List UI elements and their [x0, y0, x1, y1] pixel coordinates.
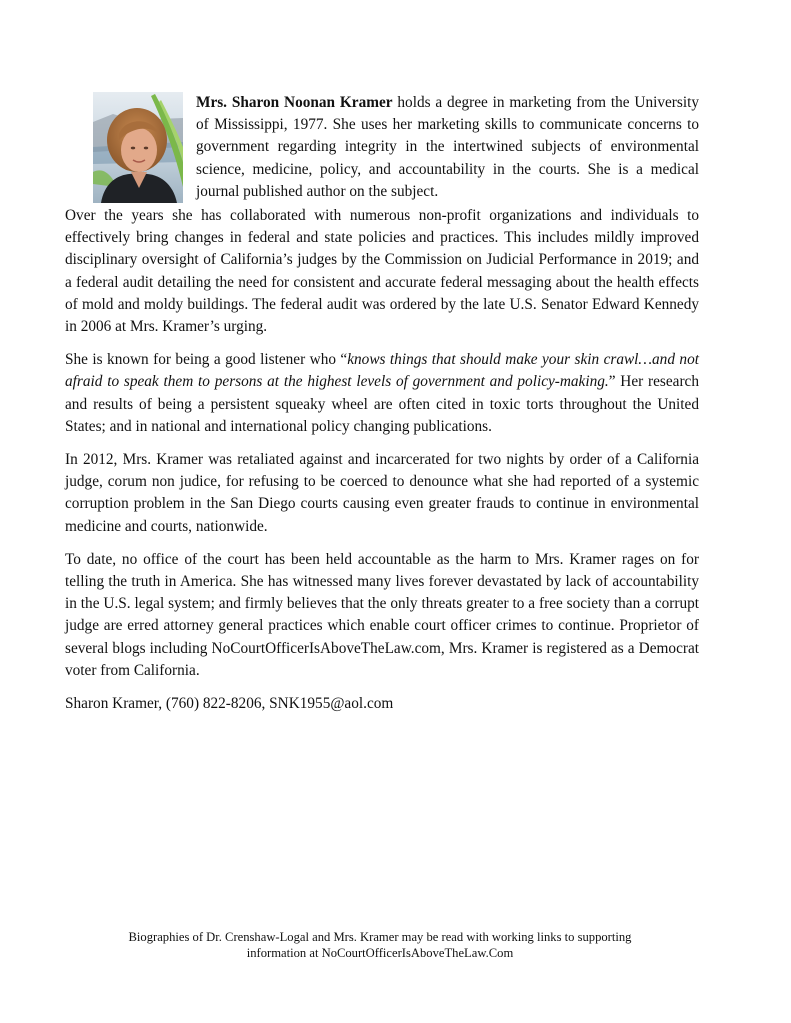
intro-text: holds a degree in marketing from the University of Mississippi, 1977. She uses her marketing skills to communicate concerns to government regarding integrity in the intertwined subjects of environmental science, medicine, policy, and accountability in the courts. She is a medical journal published author on the subject. [196, 94, 699, 200]
contact-line: Sharon Kramer, (760) 822-8206, SNK1955@aol.com [65, 695, 394, 713]
footer-line-2: information at NoCourtOfficerIsAboveTheLaw.Com [246, 946, 514, 960]
paragraph-collaboration: Over the years she has collaborated with numerous non-profit organizations and individuals to effectively bring changes in federal and state policies and practices. This includes mildly improved disciplinary oversight of California’s judges by the Commission on Judicial Performance in 2019; and a federal audit detailing the need for consistent and accurate federal messaging about the health effects of mold and moldy buildings. The federal audit was ordered by the late U.S. Senator Edward Kennedy in 2006 at Mrs. Kramer’s urging. [65, 207, 699, 336]
footer-line-1: Biographies of Dr. Crenshaw-Logal and Mrs. Kramer may be read with working links to supporting [128, 930, 632, 944]
quote-text: knows things that should make your skin crawl…and not afraid to speak them to persons at the highest levels of government and policy-making. [65, 351, 699, 391]
paragraph-2012: In 2012, Mrs. Kramer was retaliated against and incarcerated for two nights by order of a California judge, corum non judice, for refusing to be coerced to denounce what she had reported of a systemic corruption problem in the San Diego courts causing even greater frauds to continue in environmental medicine and courts, nationwide. [65, 451, 699, 535]
footer-note [80, 929, 680, 961]
biography-body [65, 205, 699, 726]
paragraph-listener [65, 349, 699, 438]
portrait-image [93, 92, 183, 203]
portrait-photo [93, 92, 183, 203]
paragraph-accountability: To date, no office of the court has been held accountable as the harm to Mrs. Kramer rages on for telling the truth in America. She has witnessed many lives forever devastated by lack of accountability in the U.S. legal system; and firmly believes that the only threats greater to a free society than a corrupt judge are erred attorney general practices which enable court officer crimes to continue. Proprietor of several blogs including NoCourtOfficerIsAboveTheLaw.com, Mrs. Kramer is registered as a Democrat voter from California. [65, 550, 699, 679]
quote-tail: ” Her research and results of being a persistent squeaky wheel are often cited in toxic torts throughout the United States; and in national and international policy changing publications. [65, 373, 699, 435]
person-name: Mrs. Sharon Noonan Kramer [196, 94, 393, 111]
quote-lead: She is known for being a good listener who “ [65, 351, 348, 369]
intro-paragraph [196, 92, 699, 203]
